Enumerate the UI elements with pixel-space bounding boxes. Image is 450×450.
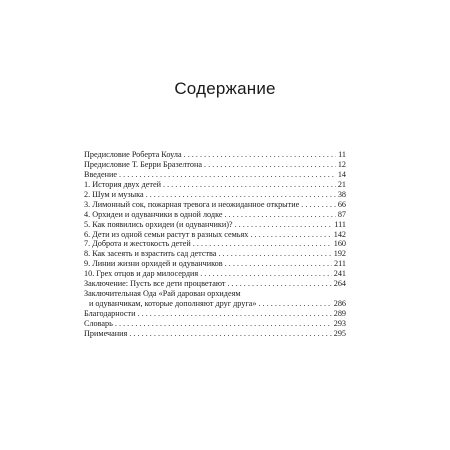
leader-dots [204, 160, 336, 170]
toc-entry [84, 239, 346, 249]
toc-entry-title: Словарь [84, 318, 113, 328]
leader-dots [218, 249, 331, 259]
toc-entry [84, 180, 346, 190]
toc-entry [84, 309, 346, 319]
toc-entry-title: 7. Доброта и жестокость детей [84, 239, 191, 249]
toc-entry-page: 264 [333, 279, 346, 289]
toc-entry-title: 5. Как появились орхидеи (и одуванчики)? [84, 219, 233, 229]
toc-entry-page: 142 [333, 229, 346, 239]
toc-entry [84, 329, 346, 339]
toc-entry-page: 289 [333, 309, 346, 319]
leader-dots [115, 319, 332, 329]
leader-dots [184, 150, 337, 160]
toc-entry-title: 4. Орхидеи и одуванчики в одной лодке [84, 209, 223, 219]
toc-entry-page: 160 [333, 239, 346, 249]
leader-dots [250, 230, 331, 240]
toc-entry-title: 3. Лимонный сок, пожарная тревога и неожиданное открытие [84, 199, 300, 209]
leader-dots [224, 210, 335, 220]
toc-entry-title: Предисловие Роберта Коула [84, 150, 182, 159]
toc-entry-page: 21 [337, 179, 346, 189]
toc-entry [84, 249, 346, 259]
toc-entry [84, 269, 346, 279]
toc-entry [84, 160, 346, 170]
toc-entry [84, 259, 346, 269]
leader-dots [225, 259, 332, 269]
leader-dots [193, 239, 332, 249]
page-title: Содержание [174, 79, 276, 98]
leader-dots [258, 299, 331, 309]
toc-entry-title: 2. Шум и музыка [84, 189, 144, 199]
toc-entry [84, 170, 346, 180]
leader-dots [235, 220, 333, 230]
toc-entry-page: 295 [333, 328, 346, 338]
toc-entry [84, 210, 346, 220]
leader-dots [163, 180, 336, 190]
toc-entry [84, 190, 346, 200]
leader-dots [129, 329, 331, 339]
leader-dots [227, 279, 331, 289]
toc-entry-title: 1. История двух детей [84, 179, 161, 189]
toc-entry-page: 11 [338, 150, 346, 159]
toc-entry-title: 8. Как засеять и взрастить сад детства [84, 249, 217, 259]
toc-entry-title: 6. Дети из одной семьи растут в разных семьях [84, 229, 249, 239]
toc-entry [84, 319, 346, 329]
toc-entry-page: 87 [337, 209, 346, 219]
toc-entry-title: Введение [84, 169, 118, 179]
toc-entry-page: 192 [333, 249, 346, 259]
toc-entry [84, 220, 346, 230]
table-of-contents [84, 150, 346, 339]
toc-entry [84, 230, 346, 240]
leader-dots [146, 190, 336, 200]
toc-entry-page: 293 [333, 318, 346, 328]
leader-dots [301, 200, 336, 210]
toc-entry-title: 10. Грех отцов и дар милосердия [84, 269, 199, 279]
toc-entry-page: 12 [337, 159, 346, 169]
toc-entry [84, 150, 346, 160]
toc-entry-title: Заключение: Пусть все дети процветают [84, 279, 226, 289]
toc-entry-title-line1: Заключительная Ода «Рай дарован орхидеям [84, 289, 241, 299]
toc-entry-page: 241 [333, 269, 346, 279]
toc-entry-title: Благодарности [84, 309, 136, 319]
toc-entry-page: 38 [337, 189, 346, 199]
toc-entry-title-line2: и одуванчикам, которые дополняют друг друга» [89, 299, 257, 309]
toc-entry-page: 211 [334, 259, 346, 269]
toc-entry [84, 289, 346, 309]
toc-entry-page: 66 [337, 199, 346, 209]
toc-entry-page: 111 [334, 219, 346, 229]
leader-dots [200, 269, 332, 279]
toc-entry [84, 279, 346, 289]
toc-entry-title: Предисловие Т. Берри Бразелтона [84, 159, 203, 169]
toc-entry-title: Примечания [84, 328, 128, 338]
leader-dots [119, 170, 336, 180]
leader-dots [138, 309, 332, 319]
toc-entry [84, 200, 346, 210]
toc-entry-title: 9. Линии жизни орхидей и одуванчиков [84, 259, 223, 269]
toc-entry-page: 286 [333, 299, 346, 309]
toc-entry-page: 14 [337, 169, 346, 179]
